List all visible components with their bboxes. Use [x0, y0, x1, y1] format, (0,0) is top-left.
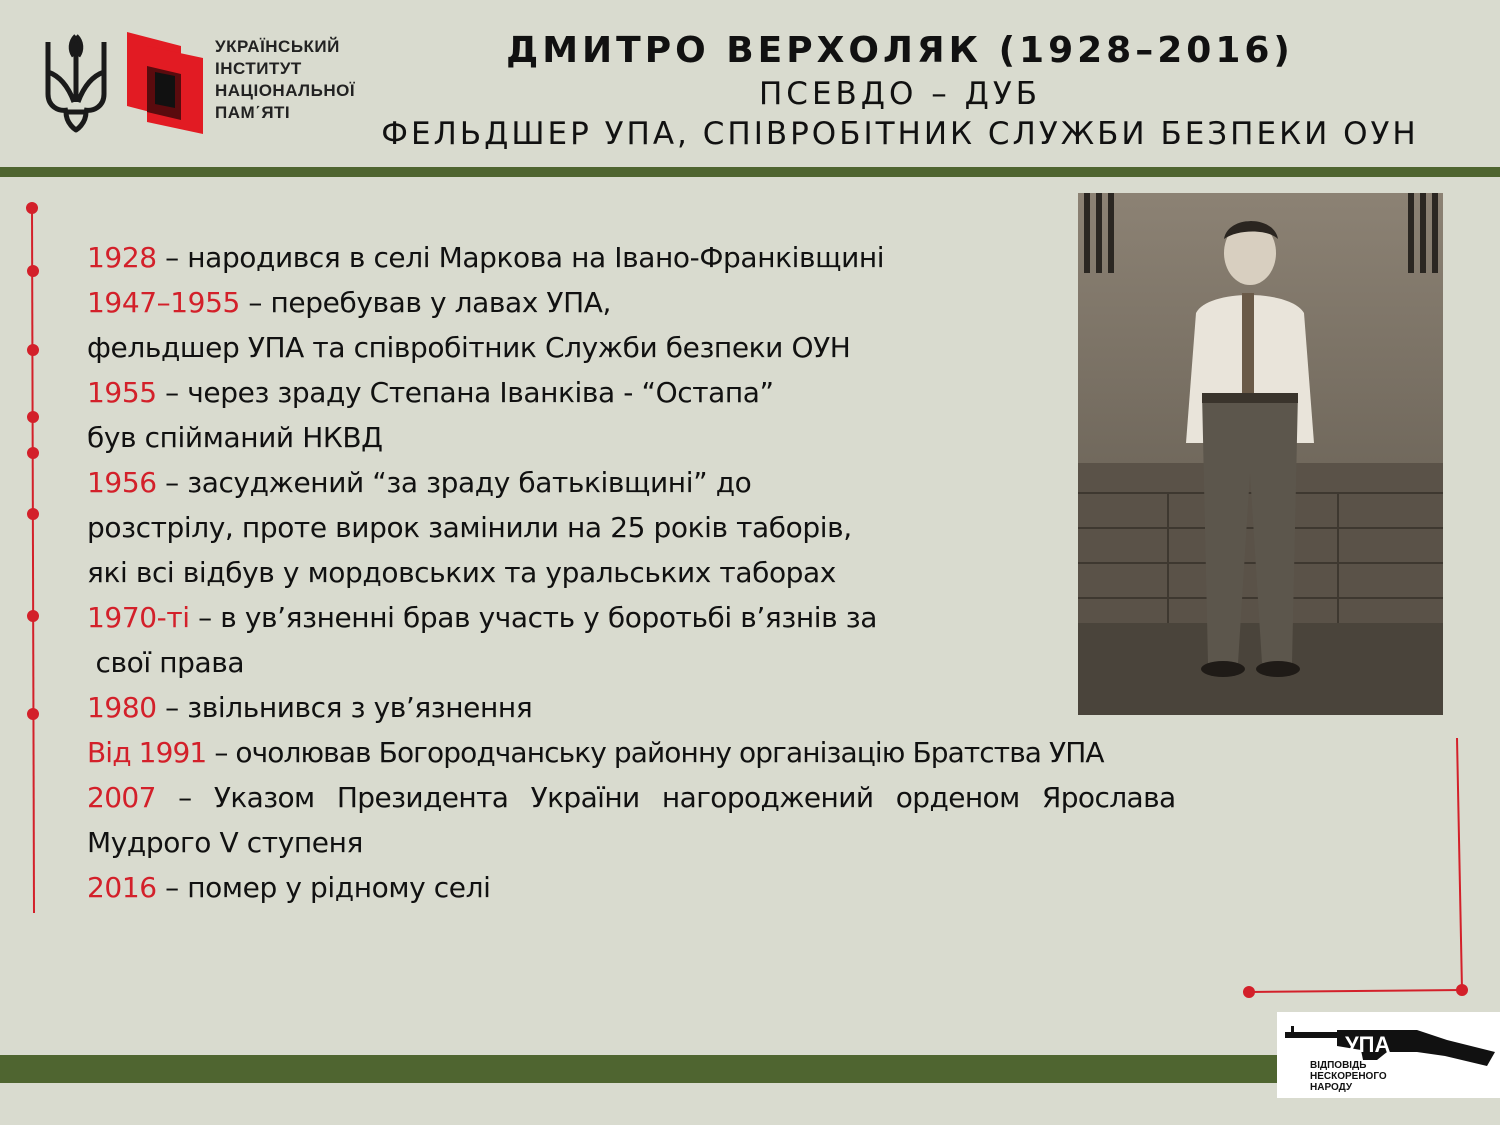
- upa-slogan-line: НЕСКОРЕНОГО: [1310, 1071, 1387, 1082]
- timeline-year: 1956: [87, 466, 157, 499]
- timeline-entry: [87, 775, 1312, 820]
- timeline-text: – перебував у лавах УПА,: [239, 286, 611, 319]
- timeline-text: – Указом Президента України нагороджений орденом Ярослава: [155, 781, 1176, 814]
- role-subtitle: ФЕЛЬДШЕР УПА, СПІВРОБІТНИК СЛУЖБИ БЕЗПЕКИ ОУН: [381, 116, 1419, 152]
- corner-dot: [1457, 985, 1467, 995]
- timeline-dot: [28, 709, 38, 719]
- timeline-year: 1928: [87, 241, 157, 274]
- footer-band: [0, 1055, 1500, 1083]
- timeline-text: свої права: [87, 646, 245, 679]
- timeline-year: 2007: [87, 781, 156, 814]
- timeline-text: – засуджений “за зраду батьківщині” до: [156, 466, 752, 499]
- institute-line: ІНСТИТУТ: [215, 59, 302, 78]
- timeline-text: був спійманий НКВД: [87, 421, 383, 454]
- institute-line: ПАМ΄ЯТІ: [215, 103, 291, 122]
- timeline-text: – очолював Богородчанську районну організацію Братства УПА: [206, 736, 1104, 769]
- timeline-dot: [28, 412, 38, 422]
- timeline-year: 1980: [87, 691, 157, 724]
- upa-slogan: [1310, 1060, 1387, 1093]
- timeline-text: – помер у рідному селі: [156, 871, 491, 904]
- timeline-year: 2016: [87, 871, 157, 904]
- timeline-dot: [28, 611, 38, 621]
- timeline-text: які всі відбув у мордовських та уральських таборах: [87, 556, 836, 589]
- timeline-text: розстрілу, проте вирок замінили на 25 років таборів,: [87, 511, 852, 544]
- timeline-entry: [87, 730, 1312, 775]
- upa-slogan-line: ВІДПОВІДЬ: [1310, 1060, 1367, 1071]
- upa-mark: УПА: [1345, 1032, 1391, 1057]
- timeline-entry: [87, 820, 1312, 865]
- timeline-dot: [27, 203, 37, 213]
- timeline-entry: [87, 865, 1312, 910]
- timeline-text: – в ув’язненні брав участь у боротьбі в’язнів за: [189, 601, 877, 634]
- timeline-text: – народився в селі Маркова на Івано-Франківщині: [156, 241, 885, 274]
- timeline-dot: [28, 345, 38, 355]
- timeline-text: Мудрого V ступеня: [87, 826, 363, 859]
- corner-dot: [1244, 987, 1254, 997]
- timeline-text: фельдшер УПА та співробітник Служби безпеки ОУН: [87, 331, 851, 364]
- timeline-text: – звільнився з ув’язнення: [156, 691, 533, 724]
- timeline-year: Від 1991: [87, 736, 207, 769]
- upa-slogan-line: НАРОДУ: [1310, 1082, 1353, 1093]
- timeline-dot: [28, 266, 38, 276]
- institute-line: НАЦІОНАЛЬНОЇ: [215, 81, 356, 100]
- timeline-dot: [28, 448, 38, 458]
- institute-line: УКРАЇНСЬКИЙ: [215, 37, 340, 56]
- portrait-photo: [1078, 193, 1443, 715]
- timeline-year: 1947–1955: [87, 286, 240, 319]
- timeline-dot: [28, 509, 38, 519]
- timeline-year: 1955: [87, 376, 157, 409]
- page-title: ДМИТРО ВЕРХОЛЯК (1928–2016): [506, 30, 1294, 71]
- pseudonym: ПСЕВДО – ДУБ: [758, 76, 1041, 112]
- timeline-text: – через зраду Степана Іванківа - “Остапа”: [156, 376, 774, 409]
- upa-logo: [1277, 1012, 1500, 1098]
- timeline-year: 1970-ті: [87, 601, 190, 634]
